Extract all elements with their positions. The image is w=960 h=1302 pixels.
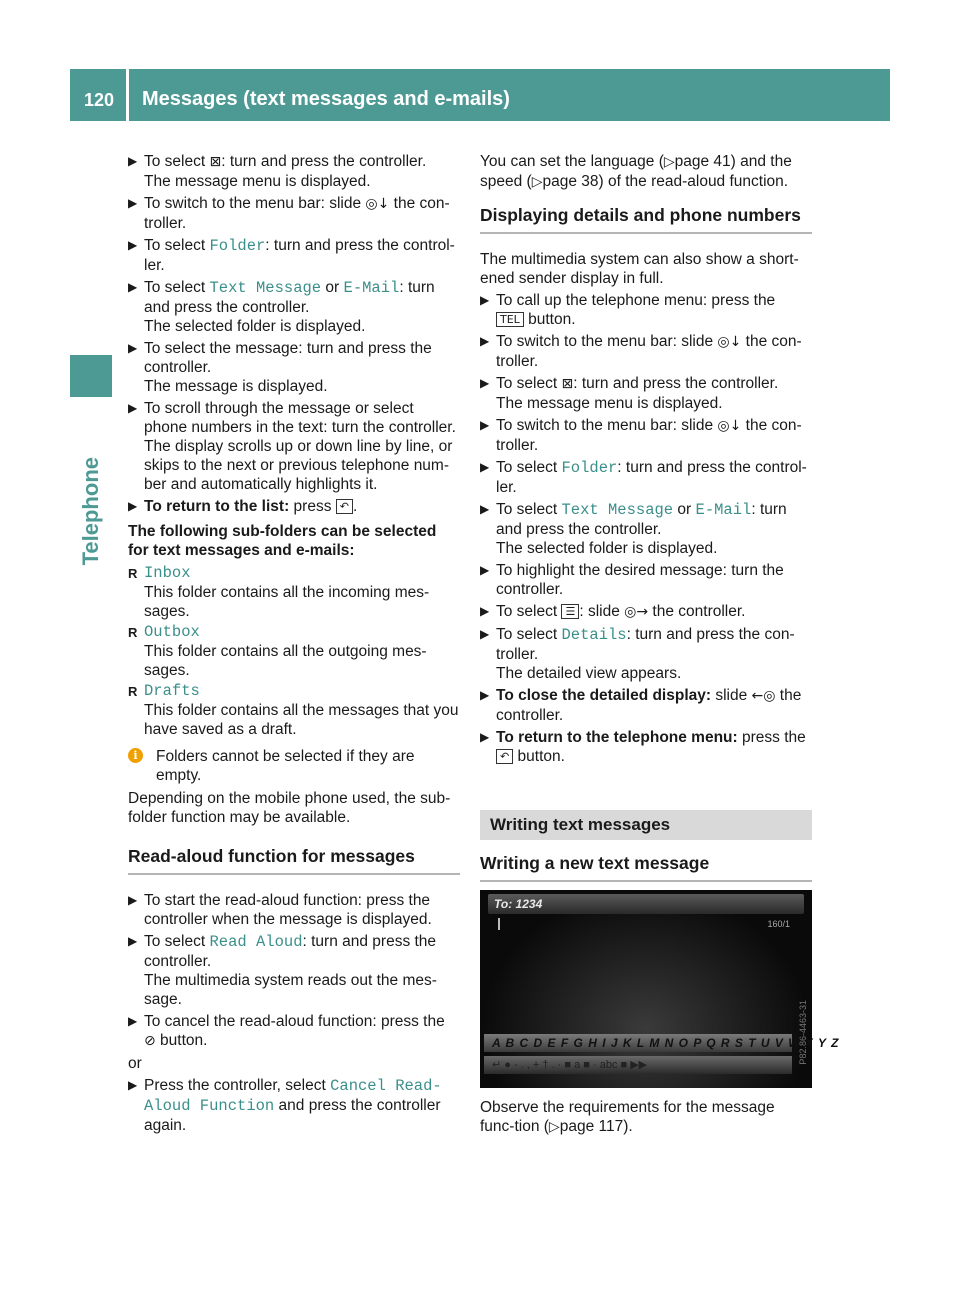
envelope-icon: ⊠ xyxy=(561,376,574,392)
step-select-message: ▶ To select the message: turn and press the controller. The message is displayed. xyxy=(128,339,460,396)
recipient-field: To: 1234 xyxy=(494,897,543,911)
step-arrow-icon: ▶ xyxy=(128,341,138,355)
page-ref-link[interactable]: page 41 xyxy=(674,153,731,170)
left-column xyxy=(128,152,460,1138)
section-heading-new-message: Writing a new text message xyxy=(480,852,812,882)
step-arrow-icon: ▶ xyxy=(128,1078,138,1092)
step-arrow-icon: ▶ xyxy=(128,499,138,513)
screenshot-caption: Observe the requirements for the message func-tion (▷page 117). xyxy=(480,1099,775,1135)
step-arrow-icon: ▶ xyxy=(480,293,490,307)
folder-item-outbox: R Outbox This folder contains all the outgoing mes-sages. xyxy=(128,623,427,679)
step-arrow-icon: ▶ xyxy=(128,196,138,210)
input-options-bar: ↵ ● - . , + † . · ■ a ■ · abc ■ ▶▶ xyxy=(484,1056,792,1074)
read-aloud-settings-note: You can set the language (▷page 41) and the speed (▷page 38) of the read-aloud function. xyxy=(480,153,792,190)
step-arrow-icon: ▶ xyxy=(480,688,490,702)
step-arrow-icon: ▶ xyxy=(128,238,138,252)
step-arrow-icon: ▶ xyxy=(480,627,490,641)
section-heading-details: Displaying details and phone numbers xyxy=(480,204,812,234)
step-arrow-icon: ▶ xyxy=(128,934,138,948)
page-ref-link[interactable]: page 117 xyxy=(559,1118,624,1135)
step-arrow-icon: ▶ xyxy=(480,502,490,516)
page-ref-icon: ▷ xyxy=(663,154,675,170)
step-result: The selected folder is displayed. xyxy=(496,540,718,557)
controller-slide-left-icon: ←◎ xyxy=(751,688,776,704)
step-arrow-icon: ▶ xyxy=(480,418,490,432)
step-arrow-icon: ▶ xyxy=(480,460,490,474)
menu-item-read-aloud: Read Aloud xyxy=(209,933,303,951)
mute-icon: ⊘ xyxy=(144,1033,156,1049)
back-icon: ↶ xyxy=(496,749,513,764)
info-icon: i xyxy=(128,748,143,763)
step-switch-menu-bar: ▶ To switch to the menu bar: slide ◎↓ the con-troller. xyxy=(480,333,802,370)
back-icon: ↶ xyxy=(336,499,353,514)
step-arrow-icon: ▶ xyxy=(480,334,490,348)
section-label-text: Telephone xyxy=(78,456,103,565)
details-intro: The multimedia system can also show a short-ened sender display in full. xyxy=(480,251,799,287)
step-switch-menu-bar-2: ▶ To switch to the menu bar: slide ◎↓ the con-troller. xyxy=(480,417,802,454)
folder-item-inbox: R Inbox This folder contains all the incoming mes-sages. xyxy=(128,564,430,620)
step-select-read-aloud: ▶ To select Read Aloud: turn and press the controller. The multimedia system reads out the mes-sage. xyxy=(128,932,460,1009)
step-start-read-aloud: ▶ To start the read-aloud function: press the controller when the message is displayed. xyxy=(128,892,432,928)
page-ref-link[interactable]: page 38 xyxy=(542,173,599,190)
step-arrow-icon: ▶ xyxy=(128,401,138,415)
step-arrow-icon: ▶ xyxy=(480,376,490,390)
step-scroll-message: ▶ To scroll through the message or select phone numbers in the text: turn the controller. The display scrolls up or down line by line, or skips to the next or previous telephone num-ber and automatically highlights it. xyxy=(128,399,460,494)
section-heading-read-aloud: Read-aloud function for messages xyxy=(128,845,460,875)
step-result: The message menu is displayed. xyxy=(496,395,723,412)
step-select-details: ▶ To select Details: turn and press the con-troller. The detailed view appears. xyxy=(480,625,812,683)
menu-item-email: E-Mail xyxy=(343,279,400,297)
menu-item-details: Details xyxy=(561,626,627,644)
step-arrow-icon: ▶ xyxy=(128,154,138,168)
step-arrow-icon: ▶ xyxy=(480,730,490,744)
step-select-folder: ▶ To select Folder: turn and press the control-ler. xyxy=(128,237,455,274)
character-counter: 160/1 xyxy=(767,919,790,929)
subfolder-availability-note: Depending on the mobile phone used, the sub-folder function may be available. xyxy=(128,790,451,826)
tel-button-icon: TEL xyxy=(496,312,524,327)
step-result: The selected folder is displayed. xyxy=(144,318,366,335)
menu-item-text-message: Text Message xyxy=(209,279,322,297)
page-number: 120 xyxy=(84,90,115,110)
controller-slide-down-icon: ◎↓ xyxy=(717,334,742,350)
bullet-icon: R xyxy=(128,684,138,699)
step-arrow-icon: ▶ xyxy=(128,280,138,294)
page-title: Messages (text messages and e-mails) xyxy=(142,88,510,110)
step-call-telephone-menu: ▶ To call up the telephone menu: press the TEL button. xyxy=(480,292,776,328)
controller-slide-down-icon: ◎↓ xyxy=(717,418,742,434)
step-result: The message menu is displayed. xyxy=(144,173,371,190)
folder-item-drafts: R Drafts This folder contains all the messages that you have saved as a draft. xyxy=(128,682,459,738)
menu-item-email: E-Mail xyxy=(695,501,752,519)
menu-item-text-message: Text Message xyxy=(561,501,674,519)
controller-slide-right-icon: ◎→ xyxy=(624,604,649,620)
step-select-options: ▶ To select ☰ : slide ◎→ the controller. xyxy=(480,603,746,620)
step-select-message-type: ▶ To select Text Message or E-Mail: turn and press the controller. The selected folder is displayed. xyxy=(480,500,812,558)
header-divider xyxy=(126,69,129,121)
step-select-envelope: ▶ To select ⊠: turn and press the controller. The message menu is displayed. xyxy=(128,152,460,191)
character-bar: A B C D E F G H I J K L M N O P Q R S T U V W X Y Z xyxy=(484,1034,792,1052)
step-cancel-read-aloud: ▶ To cancel the read-aloud function: press the ⊘ button. xyxy=(128,1013,445,1049)
step-result: The message is displayed. xyxy=(144,378,328,395)
or-separator: or xyxy=(128,1055,142,1072)
page-ref-icon: ▷ xyxy=(531,174,543,190)
step-arrow-icon: ▶ xyxy=(480,563,490,577)
step-select-folder: ▶ To select Folder: turn and press the control-ler. xyxy=(480,459,807,496)
section-tab-marker xyxy=(70,355,112,397)
text-cursor xyxy=(498,918,500,930)
info-note: i Folders cannot be selected if they are empty. xyxy=(128,747,460,785)
menu-item-folder: Folder xyxy=(561,459,618,477)
step-result: The multimedia system reads out the mes-sage. xyxy=(144,972,437,1008)
step-result: The detailed view appears. xyxy=(496,665,682,682)
step-arrow-icon: ▶ xyxy=(128,893,138,907)
step-cancel-read-aloud-menu: ▶ Press the controller, select Cancel Read-Aloud Function and press the controller again. xyxy=(128,1077,442,1134)
controller-slide-down-icon: ◎↓ xyxy=(365,196,390,212)
section-band-writing: Writing text messages xyxy=(480,810,812,840)
step-arrow-icon: ▶ xyxy=(480,604,490,618)
step-result: The display scrolls up or down line by line, or skips to the next or previous telephone num-ber and automatically highlights it. xyxy=(144,438,453,493)
step-return-to-list: ▶ To return to the list: press ↶ . xyxy=(128,498,358,515)
menu-item-folder: Folder xyxy=(209,237,266,255)
section-label xyxy=(70,405,112,565)
page-ref-icon: ▷ xyxy=(548,1119,560,1135)
step-select-envelope: ▶ To select ⊠: turn and press the controller. The message menu is displayed. xyxy=(480,374,812,413)
step-switch-menu-bar: ▶ To switch to the menu bar: slide ◎↓ the con-troller. xyxy=(128,195,450,232)
image-code: P82.86-4463-31 xyxy=(798,1000,808,1065)
step-select-message-type: ▶ To select Text Message or E-Mail: turn and press the controller. The selected folder is displayed. xyxy=(128,278,460,336)
subfolders-heading: The following sub-folders can be selected for text messages and e-mails: xyxy=(128,523,437,559)
step-return-to-telephone-menu: ▶ To return to the telephone menu: press the ↶ button. xyxy=(480,729,806,765)
step-highlight-message: ▶ To highlight the desired message: turn the controller. xyxy=(480,562,784,598)
step-close-details: ▶ To close the detailed display: slide ←◎ the controller. xyxy=(480,687,802,724)
step-arrow-icon: ▶ xyxy=(128,1014,138,1028)
bullet-icon: R xyxy=(128,566,138,581)
options-icon: ☰ xyxy=(561,604,579,619)
bullet-icon: R xyxy=(128,625,138,640)
right-column xyxy=(480,152,840,1137)
display-screenshot xyxy=(480,890,840,1088)
menu-item-cancel-read-aloud: Cancel Read-Aloud Function xyxy=(144,1077,442,1115)
envelope-icon: ⊠ xyxy=(209,154,222,170)
